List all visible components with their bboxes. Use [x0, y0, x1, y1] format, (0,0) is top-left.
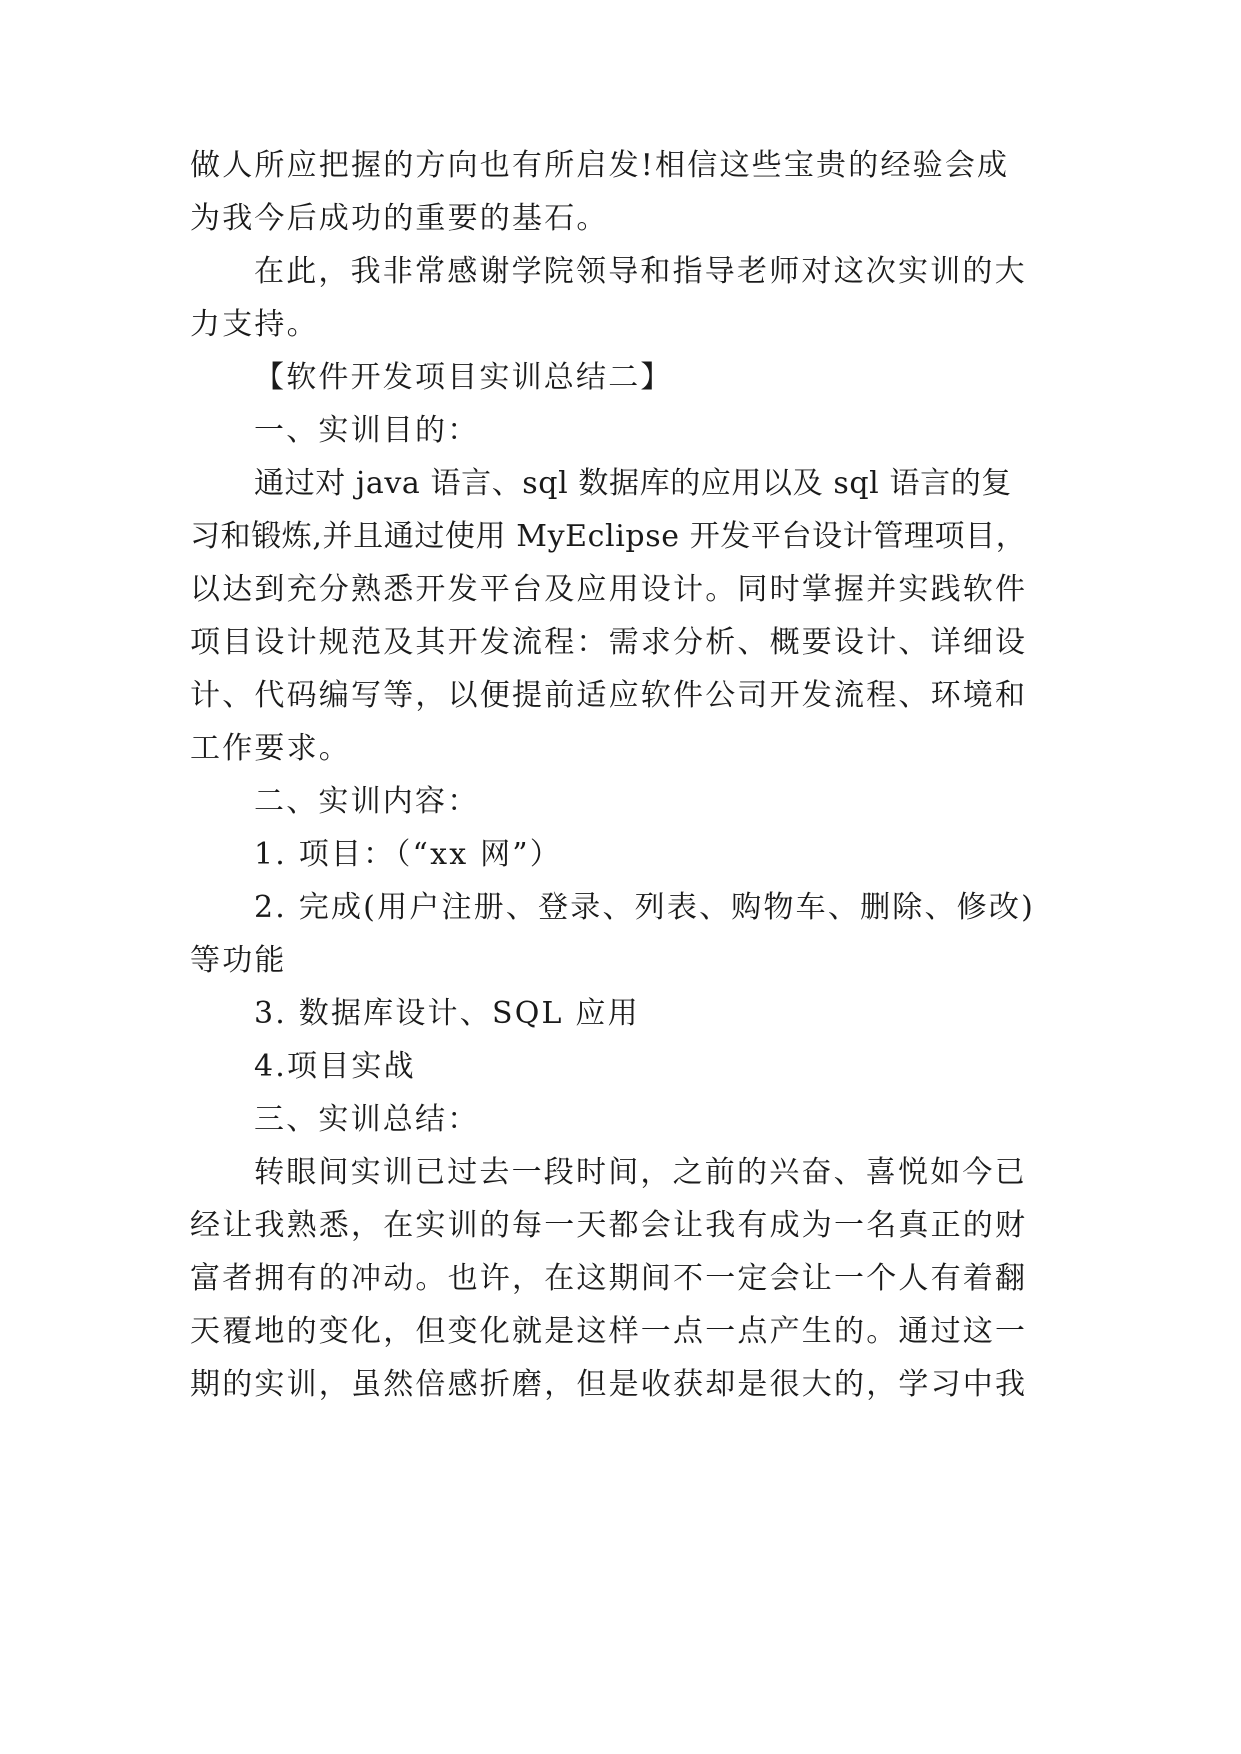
- paragraph-line: 经让我熟悉，在实训的每一天都会让我有成为一名真正的财: [190, 1208, 1028, 1243]
- section-subheading: 二、实训内容：: [254, 784, 480, 819]
- paragraph-line: 做人所应把握的方向也有所启发!相信这些宝贵的经验会成: [190, 148, 1010, 183]
- section-subheading: 一、实训目的：: [254, 413, 480, 448]
- section-heading: 【软件开发项目实训总结二】: [254, 360, 673, 395]
- paragraph-line: 习和锻炼,并且通过使用 MyEclipse 开发平台设计管理项目，: [190, 519, 1027, 554]
- list-item-continuation: 等功能: [190, 943, 287, 978]
- section-subheading: 三、实训总结：: [254, 1102, 480, 1137]
- paragraph-line: 期的实训，虽然倍感折磨，但是收获却是很大的，学习中我: [190, 1367, 1028, 1402]
- list-item: 2. 完成(用户注册、登录、列表、购物车、删除、修改): [254, 890, 1035, 925]
- list-item: 1. 项目：（“xx 网”）: [254, 837, 563, 872]
- paragraph-line: 在此，我非常感谢学院领导和指导老师对这次实训的大: [254, 254, 1027, 289]
- paragraph-line: 工作要求。: [190, 731, 351, 766]
- paragraph-line: 为我今后成功的重要的基石。: [190, 201, 609, 236]
- list-item: 3. 数据库设计、SQL 应用: [254, 996, 640, 1031]
- paragraph-line: 以达到充分熟悉开发平台及应用设计。同时掌握并实践软件: [190, 572, 1028, 607]
- paragraph-line: 富者拥有的冲动。也许，在这期间不一定会让一个人有着翻: [190, 1261, 1028, 1296]
- paragraph-line: 通过对 java 语言、sql 数据库的应用以及 sql 语言的复: [254, 466, 1012, 501]
- paragraph-line: 转眼间实训已过去一段时间，之前的兴奋、喜悦如今已: [254, 1155, 1027, 1190]
- paragraph-line: 力支持。: [190, 307, 319, 342]
- paragraph-line: 项目设计规范及其开发流程：需求分析、概要设计、详细设: [190, 625, 1028, 660]
- paragraph-line: 天覆地的变化，但变化就是这样一点一点产生的。通过这一: [190, 1314, 1028, 1349]
- list-item: 4.项目实战: [254, 1049, 416, 1084]
- paragraph-line: 计、代码编写等，以便提前适应软件公司开发流程、环境和: [190, 678, 1028, 713]
